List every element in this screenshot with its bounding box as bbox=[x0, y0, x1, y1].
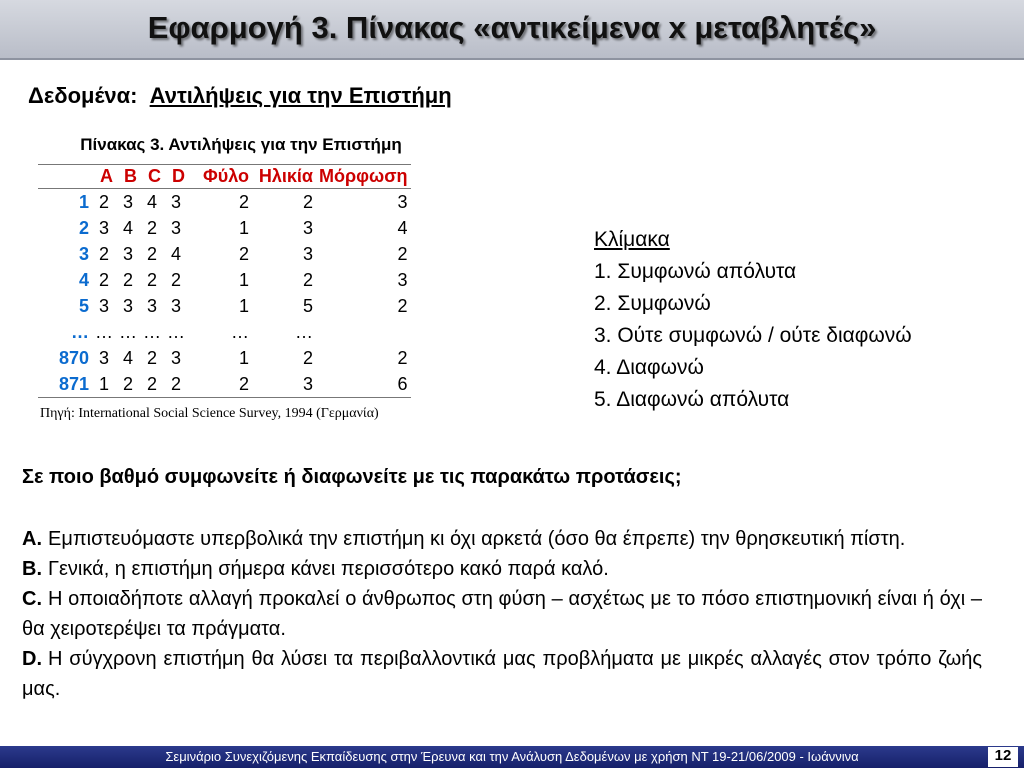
row-index: 1 bbox=[78, 191, 89, 212]
table-cell: 6 bbox=[316, 371, 411, 398]
table-cell: 3 bbox=[397, 269, 408, 290]
footer-bar bbox=[0, 746, 1024, 768]
table-cell: 4 bbox=[170, 243, 181, 264]
table-cell: 3 bbox=[170, 191, 181, 212]
table-cell: 1 bbox=[238, 269, 249, 290]
table-cell: 3 bbox=[98, 295, 109, 316]
table-cell: 2 bbox=[98, 269, 109, 290]
table-cell: 2 bbox=[146, 217, 157, 238]
header-cell: Φύλο bbox=[188, 165, 252, 189]
statement-text: Η οποιαδήποτε αλλαγή προκαλεί ο άνθρωπος στη φύση – ασχέτως με το πόσο επιστημονική είναι ή όχι – θα χειροτερέψει τα πράγματα. bbox=[22, 588, 982, 640]
table-cell: 5 bbox=[302, 295, 313, 316]
table-cell: 3 bbox=[302, 243, 313, 264]
header-cell: D bbox=[164, 165, 188, 189]
table-cell: 3 bbox=[397, 191, 408, 212]
header-cell bbox=[38, 165, 92, 189]
row-index: 2 bbox=[78, 217, 89, 238]
table-cell bbox=[316, 319, 411, 345]
statement-c bbox=[22, 584, 982, 644]
table-cell: 3 bbox=[98, 217, 109, 238]
row-index: 871 bbox=[38, 371, 92, 398]
table-cell: 2 bbox=[238, 191, 249, 212]
header-cell: Μόρφωση bbox=[316, 165, 411, 189]
table-cell: … bbox=[95, 321, 113, 342]
row-index: … bbox=[71, 321, 89, 342]
scale-item: 4. Διαφωνώ bbox=[594, 356, 704, 379]
row-index: 3 bbox=[78, 243, 89, 264]
header-cell: B bbox=[116, 165, 140, 189]
table-source: Πηγή: International Social Science Survey, 1994 (Γερμανία) bbox=[40, 406, 379, 421]
statements bbox=[22, 524, 982, 704]
statement-text: Γενικά, η επιστήμη σήμερα κάνει περισσότερο κακό παρά καλό. bbox=[48, 558, 609, 580]
statement-text: Η σύγχρονη επιστήμη θα λύσει τα περιβαλλοντικά μας προβλήματα με μικρές αλλαγές στον τρόπο ζωής μας. bbox=[22, 648, 982, 700]
table-cell: 2 bbox=[188, 371, 252, 398]
table-cell: 2 bbox=[397, 295, 408, 316]
header-cell: C bbox=[140, 165, 164, 189]
scale-item: 1. Συμφωνώ απόλυτα bbox=[594, 260, 797, 283]
table-row bbox=[38, 189, 411, 216]
table-cell: 3 bbox=[98, 347, 109, 368]
scale-heading: Κλίμακα bbox=[594, 228, 670, 251]
footer-text: Σεμινάριο Συνεχιζόμενης Εκπαίδευσης στην Έρευνα και την Ανάλυση Δεδομένων με χρήση ΝΤ 19-21/06/2009 - Ιωάννινα bbox=[165, 749, 859, 764]
table-cell: … bbox=[295, 321, 313, 342]
statement-text: Εμπιστευόμαστε υπερβολικά την επιστήμη κι όχι αρκετά (όσο θα έπρεπε) την θρησκευτική πίστη. bbox=[48, 528, 906, 550]
table-cell: 4 bbox=[122, 217, 133, 238]
table-cell: 2 bbox=[397, 347, 408, 368]
scale-item: 5. Διαφωνώ απόλυτα bbox=[594, 388, 790, 411]
statement-a bbox=[22, 524, 982, 554]
table-row bbox=[38, 319, 411, 345]
statement-letter: A. bbox=[22, 528, 42, 550]
data-line bbox=[28, 83, 452, 109]
header-cell: Ηλικία bbox=[252, 165, 316, 189]
row-index: 870 bbox=[58, 347, 89, 368]
table-cell: 1 bbox=[238, 217, 249, 238]
table-cell: 2 bbox=[98, 243, 109, 264]
table-cell: 2 bbox=[164, 371, 188, 398]
table-cell: 2 bbox=[238, 243, 249, 264]
table-row bbox=[38, 241, 411, 267]
table-cell: 2 bbox=[122, 269, 133, 290]
statement-letter: D. bbox=[22, 648, 42, 670]
table-cell: 3 bbox=[170, 217, 181, 238]
table-cell: 3 bbox=[302, 217, 313, 238]
page-number: 12 bbox=[988, 747, 1018, 767]
table-cell: 2 bbox=[170, 269, 181, 290]
table-cell: … bbox=[167, 321, 185, 342]
scale-item: 2. Συμφωνώ bbox=[594, 292, 711, 315]
table-cell: 4 bbox=[146, 191, 157, 212]
table-cell: 2 bbox=[397, 243, 408, 264]
table-cell: 2 bbox=[140, 371, 164, 398]
table-cell: 4 bbox=[397, 217, 408, 238]
table-cell: … bbox=[231, 321, 249, 342]
scale-legend bbox=[594, 224, 912, 416]
data-label: Δεδομένα: bbox=[28, 83, 138, 108]
table-cell: … bbox=[143, 321, 161, 342]
table-row bbox=[38, 267, 411, 293]
table-cell: 3 bbox=[252, 371, 316, 398]
row-index: 4 bbox=[78, 269, 89, 290]
table-row bbox=[38, 215, 411, 241]
table-cell: 1 bbox=[92, 371, 116, 398]
statement-letter: C. bbox=[22, 588, 42, 610]
table-cell: 3 bbox=[122, 295, 133, 316]
slide-title: Εφαρμογή 3. Πίνακας «αντικείμενα x μεταβλητές» bbox=[147, 10, 877, 45]
table-cell: 2 bbox=[302, 269, 313, 290]
table-cell: 2 bbox=[146, 243, 157, 264]
table-row bbox=[38, 371, 411, 398]
statement-d bbox=[22, 644, 982, 704]
title-bar bbox=[0, 0, 1024, 60]
table-row bbox=[38, 293, 411, 319]
header-cell: A bbox=[92, 165, 116, 189]
table-cell: 2 bbox=[146, 269, 157, 290]
dataset-name: Αντιλήψεις για την Επιστήμη bbox=[149, 83, 452, 108]
row-index: 5 bbox=[78, 295, 89, 316]
table-cell: 2 bbox=[116, 371, 140, 398]
table-cell: 3 bbox=[170, 347, 181, 368]
table-cell: … bbox=[119, 321, 137, 342]
table-cell: 3 bbox=[146, 295, 157, 316]
question-text: Σε ποιο βαθμό συμφωνείτε ή διαφωνείτε με τις παρακάτω προτάσεις; bbox=[22, 466, 682, 488]
statement-letter: B. bbox=[22, 558, 42, 580]
statement-b bbox=[22, 554, 982, 584]
data-table bbox=[38, 164, 411, 398]
table-cell: 4 bbox=[122, 347, 133, 368]
table-cell: 3 bbox=[122, 191, 133, 212]
scale-item: 3. Ούτε συμφωνώ / ούτε διαφωνώ bbox=[594, 324, 912, 347]
table-cell: 2 bbox=[146, 347, 157, 368]
table-row bbox=[38, 345, 411, 371]
table-cell: 2 bbox=[302, 191, 313, 212]
table-cell: 3 bbox=[122, 243, 133, 264]
table-header-row bbox=[38, 165, 411, 189]
table-caption: Πίνακας 3. Αντιλήψεις για την Επιστήμη bbox=[80, 135, 402, 154]
table-cell: 1 bbox=[238, 295, 249, 316]
table-cell: 1 bbox=[238, 347, 249, 368]
table-cell: 2 bbox=[98, 191, 109, 212]
table-cell: 3 bbox=[170, 295, 181, 316]
table-cell: 2 bbox=[302, 347, 313, 368]
